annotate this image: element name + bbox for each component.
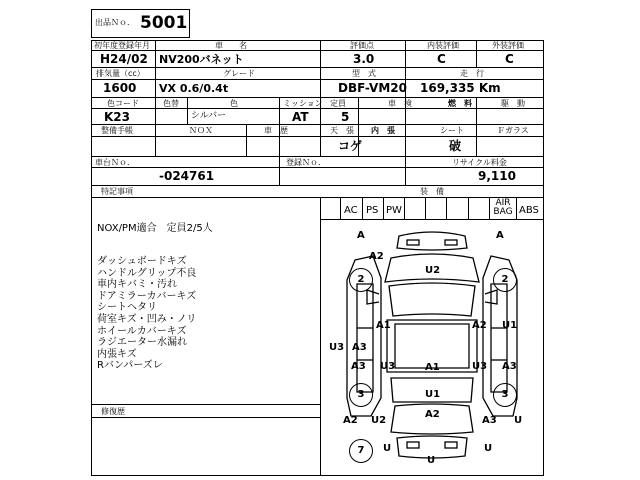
damage-mark-u1-rear-window: U1 [425,389,441,400]
note-item: ラジエーター水漏れ [97,337,187,349]
exterior-grade-label: 外装評価 [492,41,524,50]
color-label: 色 [230,99,238,108]
damage-circle-3-right: 3 [493,383,517,407]
damage-mark-u-rear-bumper-right: U [484,443,493,454]
vehicle-history-label: 車 歴 [264,126,288,135]
chassis-number-label: 車台Ｎｏ． [95,158,135,167]
damage-mark-a3-right: A3 [502,361,517,372]
notes-section-label: 特記事項 [101,187,133,196]
damage-mark-u3-right-door: U3 [472,361,488,372]
capacity-label: 定員 [330,99,346,108]
damage-mark-a2-right: A2 [472,320,487,331]
damage-mark-u3-left: U3 [329,342,345,353]
notes-list [97,256,196,372]
damage-mark-a-front-right: A [496,230,504,241]
interior-grade-label: 内装評価 [427,41,459,50]
equipment-pw: PW [386,205,402,216]
equipment-airbag-line2: BAG [493,207,513,217]
lot-number-value: 5001 [140,13,188,33]
registration-number-label: 登録Ｎｏ． [286,158,326,167]
note-item: ダッシュボードキズ [97,256,187,267]
equipment-airbag [491,199,515,217]
equipment-ps: PS [366,205,379,216]
damage-mark-a2-front: A2 [369,251,384,262]
interior-trim-label: 内 張 [371,126,395,135]
capacity-value: 5 [341,110,350,124]
drive-label: 駆 動 [501,99,525,108]
damage-mark-u-rear-bumper-left: U [383,443,392,454]
damage-mark-a3-rear-right: A3 [482,415,497,426]
repair-history-label: 修復歴 [101,407,125,416]
recycle-fee-value: 9,110 [478,169,516,183]
damage-circle-3-left: 3 [349,383,373,407]
car-name-label: 車 名 [215,41,247,50]
score-label: 評価点 [350,41,374,50]
note-item: 荷室キズ・凹み・ノリ [97,313,197,325]
displacement-value: 1600 [103,81,137,95]
equipment-abs: ABS [519,205,539,216]
note-item: 内張キズ [97,348,137,360]
note-item: ドアミラーカバーキズ [97,290,197,302]
grade-label: グレード [223,69,255,78]
mileage-value: 169,335 Km [420,81,501,95]
model-code-label: 型 式 [352,69,376,78]
damage-mark-u-rear-right: U [514,415,523,426]
maintenance-record-label: 整備手帳 [101,126,133,135]
damage-mark-u3-left-door: U3 [380,361,396,372]
damage-circle-2-right: 2 [493,268,517,292]
displacement-label: 排気量（cc） [96,69,145,78]
chassis-number-value: -024761 [159,169,215,183]
nox-label: ＮＯＸ [189,126,213,135]
notes-line-nox: NOX/PM適合 定員2/5人 [97,223,213,234]
damage-mark-a1-body: A1 [425,362,440,373]
headliner-value: コゲ [338,139,363,153]
damage-mark-a3-left: A3 [351,361,366,372]
score-value: 3.0 [353,52,375,66]
damage-mark-u-rear-bottom: U [427,455,436,466]
color-change-label: 色替 [163,99,179,108]
note-item: ハンドルグリップ不良 [97,267,197,279]
equipment-ac: AC [344,205,358,216]
damage-mark-u1-right: U1 [502,320,518,331]
car-name-value: NV200バネット [159,53,244,66]
model-code-value: DBF-VM20 [338,81,407,95]
damage-mark-u2-roof: U2 [425,265,441,276]
note-item: 車内キバミ・汚れ [97,279,177,291]
color-value: シルバー [191,111,227,121]
transmission-value: AT [292,110,309,124]
damage-mark-a2-rear-gate: A2 [425,409,440,420]
interior-grade-value: C [437,52,446,66]
damage-mark-a3-left-upper: A3 [352,342,367,353]
damage-mark-a-front-left: A [357,230,365,241]
damage-mark-a1-left: A1 [376,320,391,331]
damage-mark-a2-rear-left: A2 [343,415,358,426]
recycle-fee-label: リサイクル料金 [452,158,507,167]
grade-value: VX 0.6/0.4t [159,82,229,95]
lot-number-label: 出品Ｎｏ． [95,18,135,27]
seat-label: シート [440,126,464,135]
color-code-label: 色コード [107,99,139,108]
fuel-label: 燃 料 [448,99,472,108]
note-item: ホイールカバーキズ [97,325,187,337]
damage-mark-u2-rear-left: U2 [371,415,387,426]
exterior-grade-value: C [505,52,514,66]
mileage-label: 走 行 [460,69,484,78]
seat-value: 破 [449,139,462,153]
damage-circle-7-rear: 7 [349,439,373,463]
note-item: Rバンパーズレ [97,360,163,372]
note-item: シートヘタリ [97,302,157,314]
equipment-section-label: 装 備 [420,187,444,196]
windshield-label: Ｆガラス [497,126,529,135]
headliner-label: 天 張 [330,126,354,135]
first-registration-value: H24/02 [100,52,148,66]
damage-circle-2-left: 2 [349,268,373,292]
equipment-airbag-line1: AIR [495,198,511,208]
inspection-label: 車 検 [388,99,412,108]
first-registration-label: 初年度登録年月 [94,41,150,50]
color-code-value: K23 [104,110,130,124]
transmission-label: ミッション [283,99,323,108]
